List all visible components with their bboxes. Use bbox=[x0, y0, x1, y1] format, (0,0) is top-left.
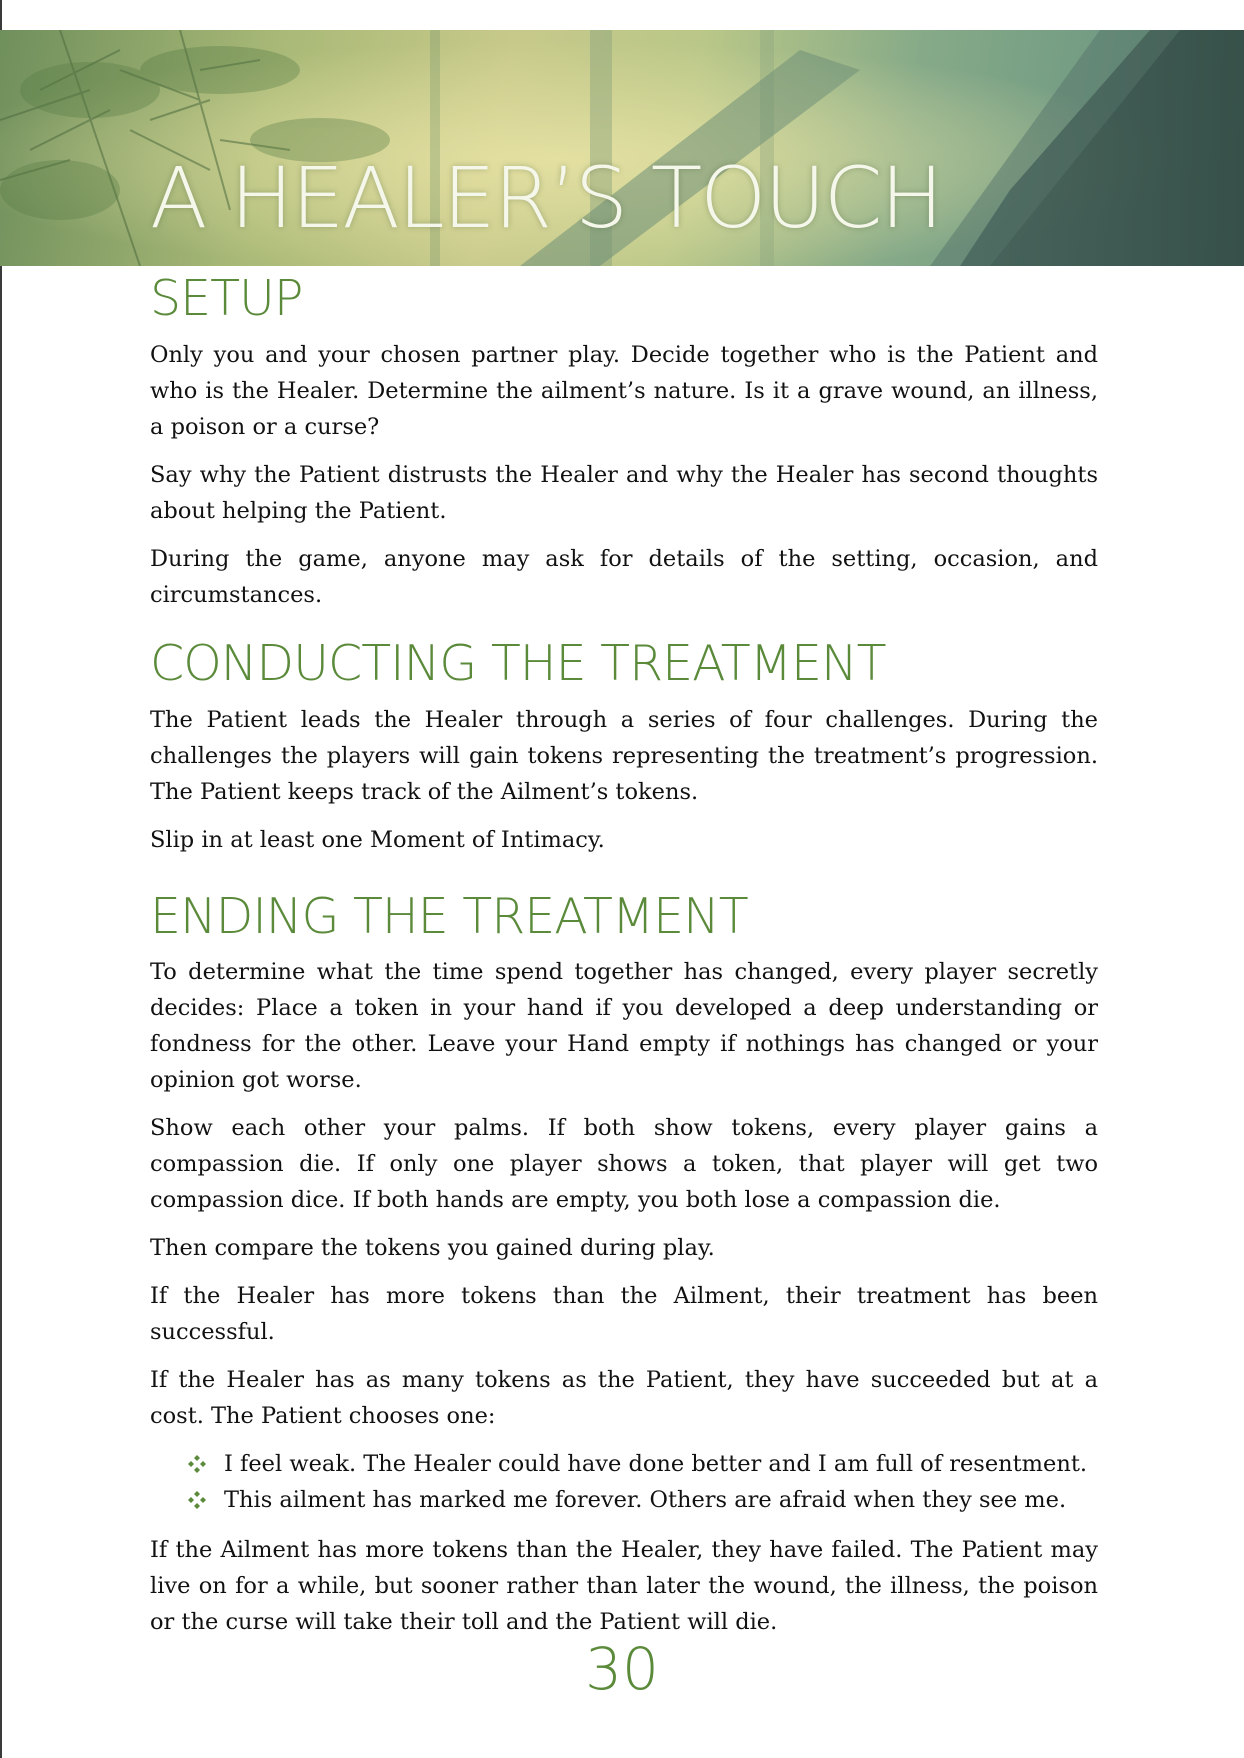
list-item bbox=[188, 1446, 1098, 1482]
setup-paragraph: Only you and your chosen partner play. Decide together who is the Patient and who is the Healer. Determine the ailment’s nature. Is it a grave wound, an illness, a poison or a curse? bbox=[150, 341, 1098, 440]
ending-paragraph: Then compare the tokens you gained during play. bbox=[150, 1235, 715, 1262]
list-item-text: This ailment has marked me forever. Others are afraid when they see me. bbox=[224, 1487, 1067, 1514]
ending-paragraph: If the Healer has more tokens than the Ailment, their treatment has been successful. bbox=[150, 1283, 1098, 1346]
ending-closing-paragraph: If the Ailment has more tokens than the Healer, they have failed. The Patient may live on for a while, but sooner rather than later the wound, the illness, the poison or the curse will take their toll and the Patient will die. bbox=[150, 1537, 1098, 1636]
page-title: A HEALER’S TOUCH bbox=[150, 149, 942, 247]
setup-heading: SETUP bbox=[150, 270, 303, 327]
patient-choice-list bbox=[150, 1446, 1098, 1518]
conducting-paragraph: The Patient leads the Healer through a series of four challenges. During the challenges the players will gain tokens representing the treatment’s progression. The Patient keeps track of the Ailment’s tokens. bbox=[150, 706, 1098, 805]
setup-paragraph: Say why the Patient distrusts the Healer and why the Healer has second thoughts about helping the Patient. bbox=[150, 461, 1098, 524]
header-banner bbox=[0, 30, 1244, 266]
conducting-paragraph: Slip in at least one Moment of Intimacy. bbox=[150, 826, 605, 853]
four-diamond-bullet-icon bbox=[188, 1455, 206, 1473]
main-content bbox=[150, 270, 1098, 1652]
list-item-text: I feel weak. The Healer could have done better and I am full of resentment. bbox=[224, 1451, 1088, 1478]
ending-paragraph: Show each other your palms. If both show tokens, every player gains a compassion die. If only one player shows a token, that player will get two compassion dice. If both hands are empty, you both lose a compassion die. bbox=[150, 1115, 1098, 1214]
setup-paragraph: During the game, anyone may ask for details of the setting, occasion, and circumstances. bbox=[150, 545, 1098, 608]
conducting-heading: CONDUCTING THE TREATMENT bbox=[150, 634, 886, 692]
four-diamond-bullet-icon bbox=[188, 1491, 206, 1509]
ending-heading: ENDING THE TREATMENT bbox=[150, 887, 748, 945]
ending-paragraph: If the Healer has as many tokens as the Patient, they have succeeded but at a cost. The Patient chooses one: bbox=[150, 1367, 1098, 1430]
page-number: 30 bbox=[585, 1635, 659, 1703]
ending-paragraph: To determine what the time spend together has changed, every player secretly decides: Place a token in your hand if you developed a deep understanding or fondness for the other. Leave your Hand empty if nothings has changed or your opinion got worse. bbox=[150, 959, 1098, 1094]
list-item bbox=[188, 1482, 1098, 1518]
